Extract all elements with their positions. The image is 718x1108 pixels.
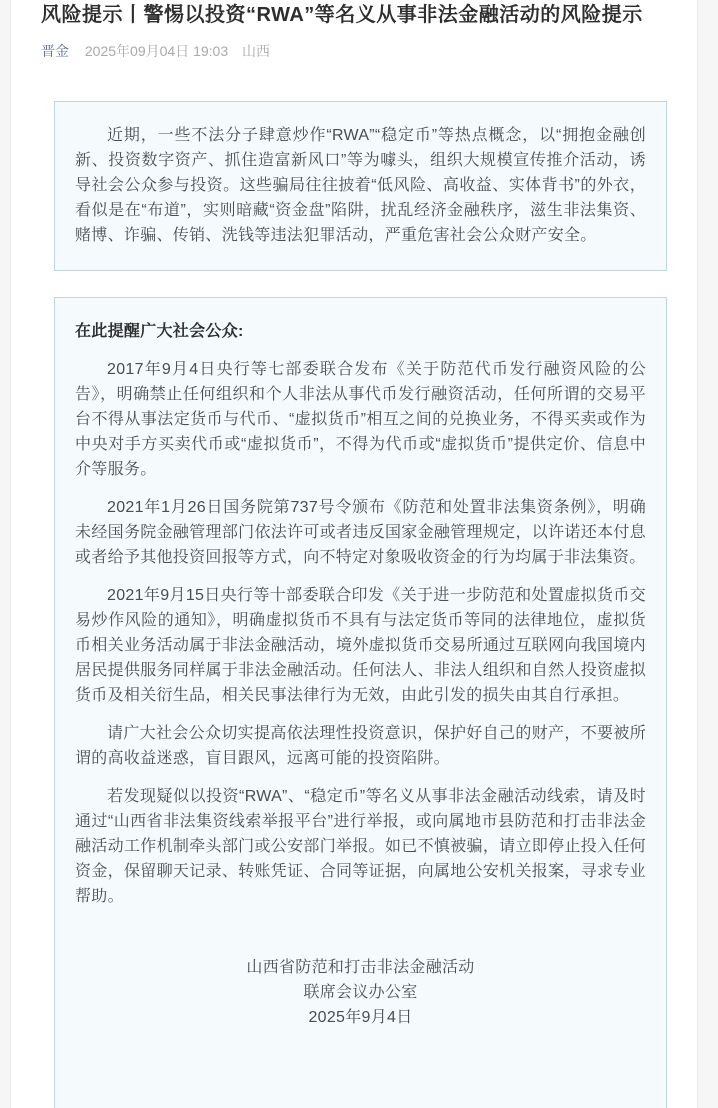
reminder-paragraph-2: 2021年1月26日国务院第737号令颁布《防范和处置非法集资条例》，明确未经国务院金融管理部门依法许可或者违反国家金融管理规定，以许诺还本付息或者给予其他投资回报等方式，向不特定对象吸收资金的行为均属于非法集资。 (75, 499, 646, 566)
byline (41, 42, 667, 61)
article-content-column (10, 0, 698, 1108)
signature-date: 2025年9月4日 (308, 1009, 413, 1026)
reminder-paragraph-5: 若发现疑似以投资“RWA”、“稳定币”等名义从事非法金融活动线索，请及时通过“山西省非法集资线索举报平台”进行举报，或向属地市县防范和打击非法金融活动工作机制牵头部门或公安部门举报。如已不慎被骗，请立即停止投入任何资金，保留聊天记录、转账凭证、合同等证据，向属地公安机关报案，寻求专业帮助。 (75, 788, 646, 905)
intro-paragraph: 近期，一些不法分子肆意炒作“RWA”“稳定币”等热点概念，以“拥抱金融创新、投资数字资产、抓住造富新风口”等为噱头，组织大规模宣传推介活动，诱导社会公众参与投资。这些骗局往往披着“低风险、高收益、实体背书”的外衣，看似是在“布道”，实则暗藏“资金盘”陷阱，扰乱经济金融秩序，滋生非法集资、赌博、诈骗、传销、洗钱等违法犯罪活动，严重危害社会公众财产安全。 (75, 127, 646, 244)
intro-notice-box (54, 101, 667, 271)
reminder-paragraph-1: 2017年9月4日央行等七部委联合发布《关于防范代币发行融资风险的公告》，明确禁止任何组织和个人非法从事代币发行融资活动，任何所谓的交易平台不得从事法定货币与代币、“虚拟货币”相互之间的兑换业务，不得买卖或作为中央对手方买卖代币或“虚拟货币”，不得为代币或“虚拟货币”提供定价、信息中介等服务。 (75, 361, 646, 478)
page-title: 风险提示丨警惕以投资“RWA”等名义从事非法金融活动的风险提示 (41, 4, 643, 26)
reminder-notice-box (54, 297, 667, 1108)
article-body (11, 0, 697, 1108)
account-name-link[interactable]: 晋金 (41, 43, 69, 59)
reminder-paragraph-3: 2021年9月15日央行等十部委联合印发《关于进一步防范和处置虚拟货币交易炒作风险的通知》，明确虚拟货币不具有与法定货币等同的法律地位，虚拟货币相关业务活动属于非法金融活动，境外虚拟货币交易所通过互联网向我国境内居民提供服务同样属于非法金融活动。任何法人、非法人组织和自然人投资虚拟货币及相关衍生品，相关民事法律行为无效，由此引发的损失由其自行承担。 (75, 587, 646, 704)
signature-office: 联席会议办公室 (303, 984, 418, 1001)
signature-organization: 山西省防范和打击非法金融活动 (246, 959, 475, 976)
signature-block (75, 955, 646, 1030)
reminder-heading: 在此提醒广大社会公众: (75, 323, 244, 340)
publish-location: 山西 (242, 43, 270, 59)
reminder-paragraph-4: 请广大社会公众切实提高依法理性投资意识，保护好自己的财产，不要被所谓的高收益迷惑，盲目跟风，远离可能的投资陷阱。 (75, 725, 646, 767)
publish-date: 2025年09月04日 19:03 (84, 43, 229, 59)
